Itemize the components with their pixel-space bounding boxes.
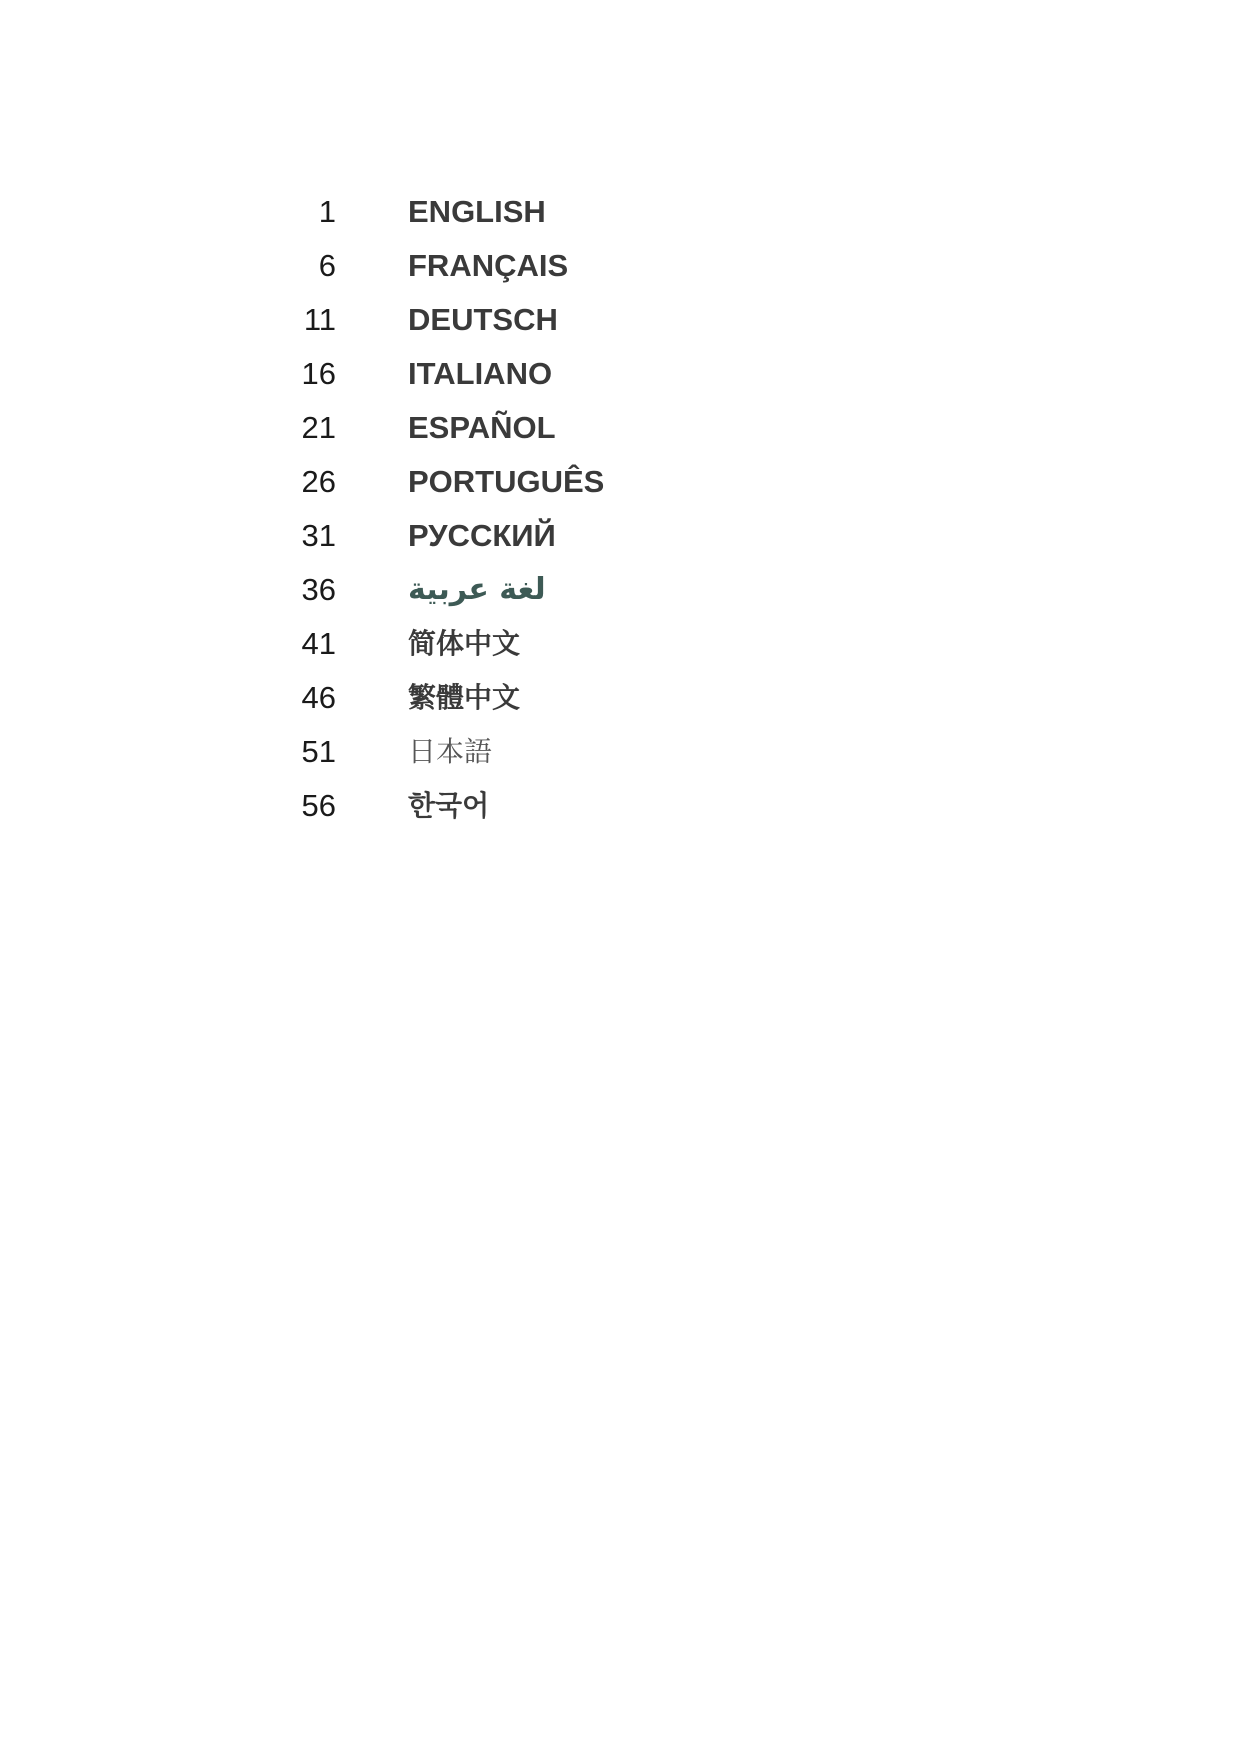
language-link-simplified-chinese[interactable]: 简体中文 xyxy=(408,627,521,660)
language-link-spanish[interactable]: ESPAÑOL xyxy=(408,410,556,445)
page-number: 6 xyxy=(318,248,336,283)
language-link-russian[interactable]: РУССКИЙ xyxy=(408,518,556,553)
toc-row-german[interactable] xyxy=(290,296,890,350)
toc-row-traditional-chinese[interactable] xyxy=(290,674,890,728)
toc-row-arabic[interactable] xyxy=(290,566,890,620)
page-number: 51 xyxy=(301,734,336,769)
page-number: 46 xyxy=(301,680,336,715)
page-number: 1 xyxy=(318,194,336,229)
language-link-german[interactable]: DEUTSCH xyxy=(408,302,558,337)
toc-row-simplified-chinese[interactable] xyxy=(290,620,890,674)
toc-row-japanese[interactable] xyxy=(290,728,890,782)
page-number: 41 xyxy=(301,626,336,661)
toc-row-english[interactable] xyxy=(290,188,890,242)
toc-row-korean[interactable] xyxy=(290,782,890,836)
page-number: 16 xyxy=(301,356,336,391)
language-link-english[interactable]: ENGLISH xyxy=(408,194,546,229)
language-link-korean[interactable]: 한국어 xyxy=(408,789,490,822)
toc-row-portuguese[interactable] xyxy=(290,458,890,512)
page-number: 31 xyxy=(301,518,336,553)
toc-row-italian[interactable] xyxy=(290,350,890,404)
toc-row-spanish[interactable] xyxy=(290,404,890,458)
language-link-japanese[interactable]: 日本語 xyxy=(408,735,493,768)
language-link-french[interactable]: FRANÇAIS xyxy=(408,248,569,283)
page-number: 56 xyxy=(301,788,336,823)
page-number: 26 xyxy=(301,464,336,499)
language-link-portuguese[interactable]: PORTUGUÊS xyxy=(408,464,605,499)
toc-row-french[interactable] xyxy=(290,242,890,296)
page-number: 11 xyxy=(303,302,336,337)
page-number: 36 xyxy=(301,572,336,607)
language-table-of-contents xyxy=(290,188,890,836)
language-link-italian[interactable]: ITALIANO xyxy=(408,356,553,391)
toc-row-russian[interactable] xyxy=(290,512,890,566)
language-link-traditional-chinese[interactable]: 繁體中文 xyxy=(408,681,521,714)
page-number: 21 xyxy=(301,410,336,445)
language-link-arabic[interactable]: لغة عربية xyxy=(408,572,546,607)
